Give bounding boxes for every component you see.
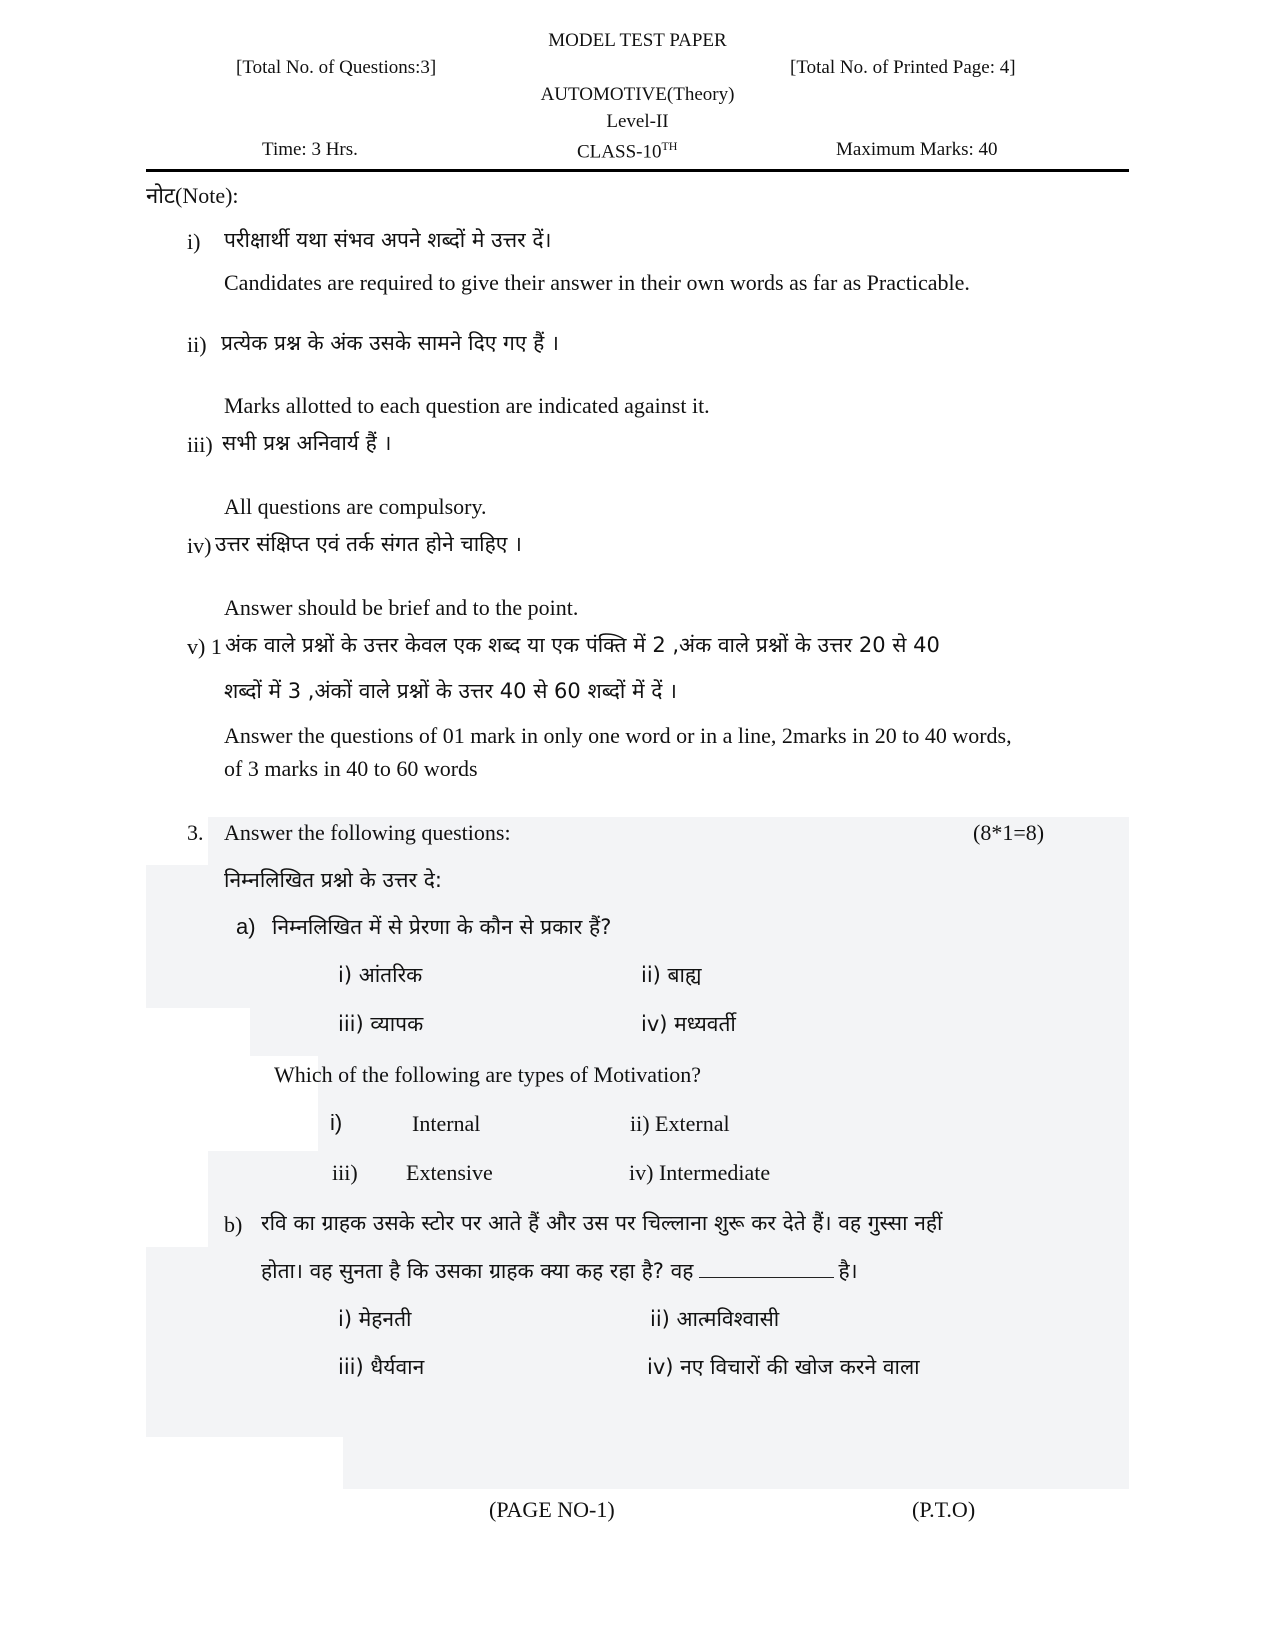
total-pages: [Total No. of Printed Page: 4] xyxy=(790,57,1016,78)
note-label-hi: नोट xyxy=(146,184,175,209)
class-sup: TH xyxy=(661,139,678,153)
option-hi: ii) बाह्य xyxy=(641,963,702,987)
note-en: Answer should be brief and to the point. xyxy=(224,595,579,620)
option-hi: iii) व्यापक xyxy=(338,1012,424,1036)
note-en: All questions are compulsory. xyxy=(224,494,487,519)
sub-question-hi: निम्नलिखित में से प्रेरणा के कौन से प्रकार हैं? xyxy=(272,915,612,939)
option-num: i) xyxy=(330,1110,343,1135)
question-marks: (8*1=8) xyxy=(973,820,1045,845)
sub-question-hi-line2-post: है। xyxy=(838,1259,858,1283)
note-hi-line2: शब्दों में 3 ,अंकों वाले प्रश्नों के उत्तर 40 से 60 शब्दों में दें । xyxy=(224,679,678,703)
sub-question-label: b) xyxy=(224,1212,243,1237)
pto-label: (P.T.O) xyxy=(912,1497,976,1522)
note-en-line2: of 3 marks in 40 to 60 words xyxy=(224,756,478,781)
note-hi: परीक्षार्थी यथा संभव अपने शब्दों मे उत्तर दें। xyxy=(224,228,552,252)
note-num: iv) xyxy=(187,533,212,558)
sub-question-hi-line2 xyxy=(261,1257,858,1285)
sub-question-label: a) xyxy=(236,914,256,939)
option-hi: iv) नए विचारों की खोज करने वाला xyxy=(647,1355,920,1379)
question-number: 3. xyxy=(187,820,204,845)
level: Level-II xyxy=(606,111,669,132)
note-num: i) xyxy=(187,229,201,254)
page-number: (PAGE NO-1) xyxy=(489,1497,615,1522)
class-base: CLASS-10 xyxy=(577,141,662,163)
option-en: Extensive xyxy=(406,1160,493,1185)
option-en: Internal xyxy=(412,1111,481,1136)
option-num: iii) xyxy=(332,1160,358,1185)
note-en: Candidates are required to give their answer in their own words as far as Practicable. xyxy=(224,270,970,295)
note-heading xyxy=(146,180,239,210)
header-divider xyxy=(146,169,1129,172)
note-num: ii) xyxy=(187,332,207,357)
option-hi: iii) धैर्यवान xyxy=(338,1355,425,1379)
option-en: ii) External xyxy=(630,1111,730,1136)
option-hi: i) मेहनती xyxy=(338,1307,412,1331)
question-title-hi: निम्नलिखित प्रश्नो के उत्तर दे: xyxy=(224,868,442,892)
question-title-en: Answer the following questions: xyxy=(224,820,511,845)
note-en-line1: Answer the questions of 01 mark in only one word or in a line, 2marks in 20 to 40 words, xyxy=(224,723,1012,748)
total-questions: [Total No. of Questions:3] xyxy=(236,57,437,78)
option-hi: i) आंतरिक xyxy=(338,963,423,987)
note-hi: सभी प्रश्न अनिवार्य हैं । xyxy=(222,431,392,455)
note-en: Marks allotted to each question are indicated against it. xyxy=(224,393,710,418)
answer-blank xyxy=(699,1257,834,1278)
note-num: iii) xyxy=(187,432,213,457)
time: Time: 3 Hrs. xyxy=(262,139,358,160)
class xyxy=(577,139,677,163)
note-num: v) 1 xyxy=(187,634,222,659)
paper-title: MODEL TEST PAPER xyxy=(548,30,727,51)
note-label-en: (Note): xyxy=(175,183,239,208)
option-hi: ii) आत्मविश्वासी xyxy=(650,1307,780,1331)
sub-question-hi-line2-pre: होता। वह सुनता है कि उसका ग्राहक क्या कह रहा है? वह xyxy=(261,1259,694,1283)
sub-question-en: Which of the following are types of Motivation? xyxy=(274,1062,702,1087)
max-marks: Maximum Marks: 40 xyxy=(836,139,998,160)
sub-question-hi-line1: रवि का ग्राहक उसके स्टोर पर आते हैं और उस पर चिल्लाना शुरू कर देते हैं। वह गुस्सा नहीं xyxy=(261,1211,943,1235)
note-hi-line1: अंक वाले प्रश्नों के उत्तर केवल एक शब्द या एक पंक्ति में 2 ,अंक वाले प्रश्नों के उत्तर 20 से 40 xyxy=(225,633,940,657)
shade-region xyxy=(343,1437,1129,1489)
note-hi: उत्तर संक्षिप्त एवं तर्क संगत होने चाहिए । xyxy=(215,532,523,556)
option-en: iv) Intermediate xyxy=(629,1160,771,1185)
option-hi: iv) मध्यवर्ती xyxy=(641,1012,736,1036)
note-hi: प्रत्येक प्रश्न के अंक उसके सामने दिए गए हैं । xyxy=(221,331,559,355)
subject: AUTOMOTIVE(Theory) xyxy=(540,84,735,105)
